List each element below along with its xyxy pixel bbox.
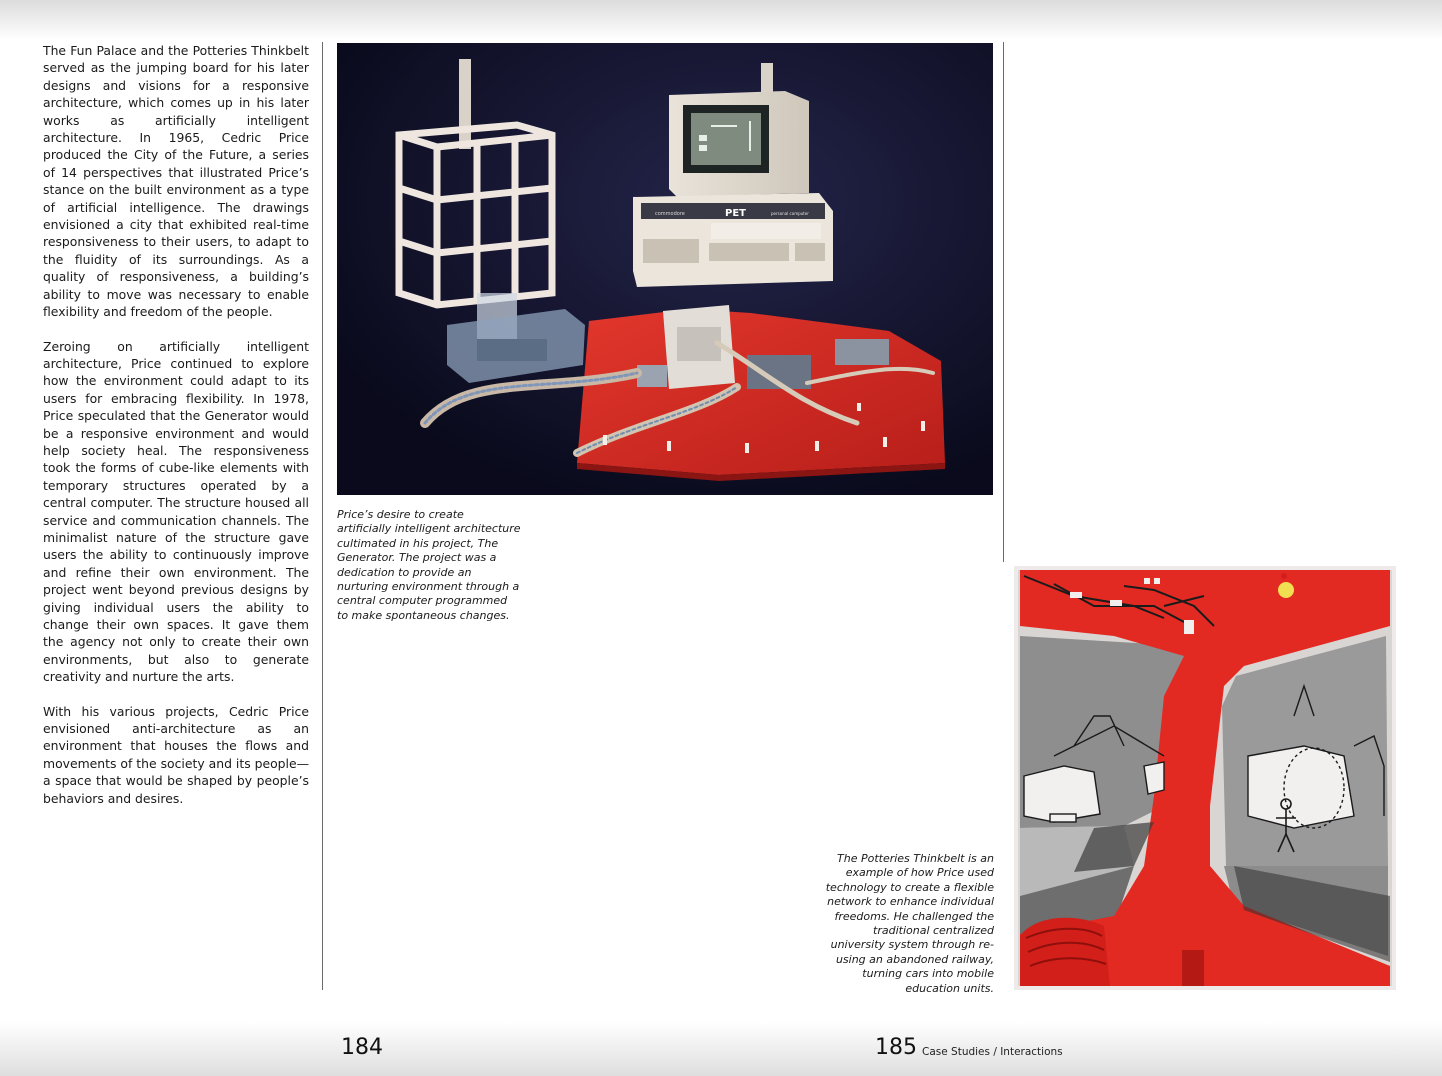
page-top-shadow [0,0,1442,40]
column-rule-right [1003,42,1004,562]
running-head: Case Studies / Interactions [922,1046,1063,1058]
yellow-disc [1278,582,1294,598]
body-paragraph-2: Zeroing on artificially intelligent architecture, Price continued to explore how the environment could adapt to its users for embracing flexibility. In 1978, Price speculated that the Generator would be a responsive environment and would help society heal. The responsiveness took the forms of cube-like elements with temporary structures operated by a central computer. The structure housed all service and communication channels. The minimalist nature of the structure gave users the ability to continuously improve and refine their own environment. The project went beyond previous designs by giving individual users the ability to change their own spaces. It gave them the agency not only to create their own environments, but also to generate creativity and nurture the arts. [43,338,309,685]
caption-thinkbelt: The Potteries Thinkbelt is an example of how Price used technology to create a flexible network to enhance individual freedoms. He challenged the traditional centralized university system through re-using an abandoned railway, turning cars into mobile education units. [825,852,994,995]
generator-photo [337,43,993,495]
column-rule-left [322,42,323,990]
page-number-left: 184 [341,1035,383,1060]
body-text-column [43,42,309,824]
page-number-right: 185 [875,1035,917,1060]
caption-generator: Price’s desire to create artificially intelligent architecture cultimated in his project, The Generator. The project was a dedication to provide an nurturing environment through a central computer programmed to make spontaneous changes. [337,508,521,622]
pole-left [459,59,471,149]
pet-monitor [669,91,809,197]
red-base-board [577,309,945,481]
red-dot [1281,573,1287,579]
computer-brand: commodore [655,211,685,217]
body-paragraph-1: The Fun Palace and the Potteries Thinkbelt served as the jumping board for his later designs and visions for a responsive architecture, which comes up in his later works as artificially intelligent architecture. In 1965, Cedric Price produced the City of the Future, a series of 14 perspectives that illustrated Price’s stance on the built environment as a type of artificial intelligence. The drawings envisioned a city that exhibited real-time responsiveness to their users, to adapt to the fluidity of its surroundings. As a quality of responsiveness, a building’s ability to move was necessary to enable flexibility and freedom of the people. [43,43,309,320]
thinkbelt-drawing [1014,566,1396,990]
body-paragraph-3: With his various projects, Cedric Price envisioned anti-architecture as an environment that houses the flows and movements of the society and its people—a space that would be shaped by people’s behaviors and desires. [43,703,309,806]
page-bottom-shadow [0,1022,1442,1076]
computer-model: PET [725,208,746,219]
computer-subtitle: personal computer [771,211,809,216]
